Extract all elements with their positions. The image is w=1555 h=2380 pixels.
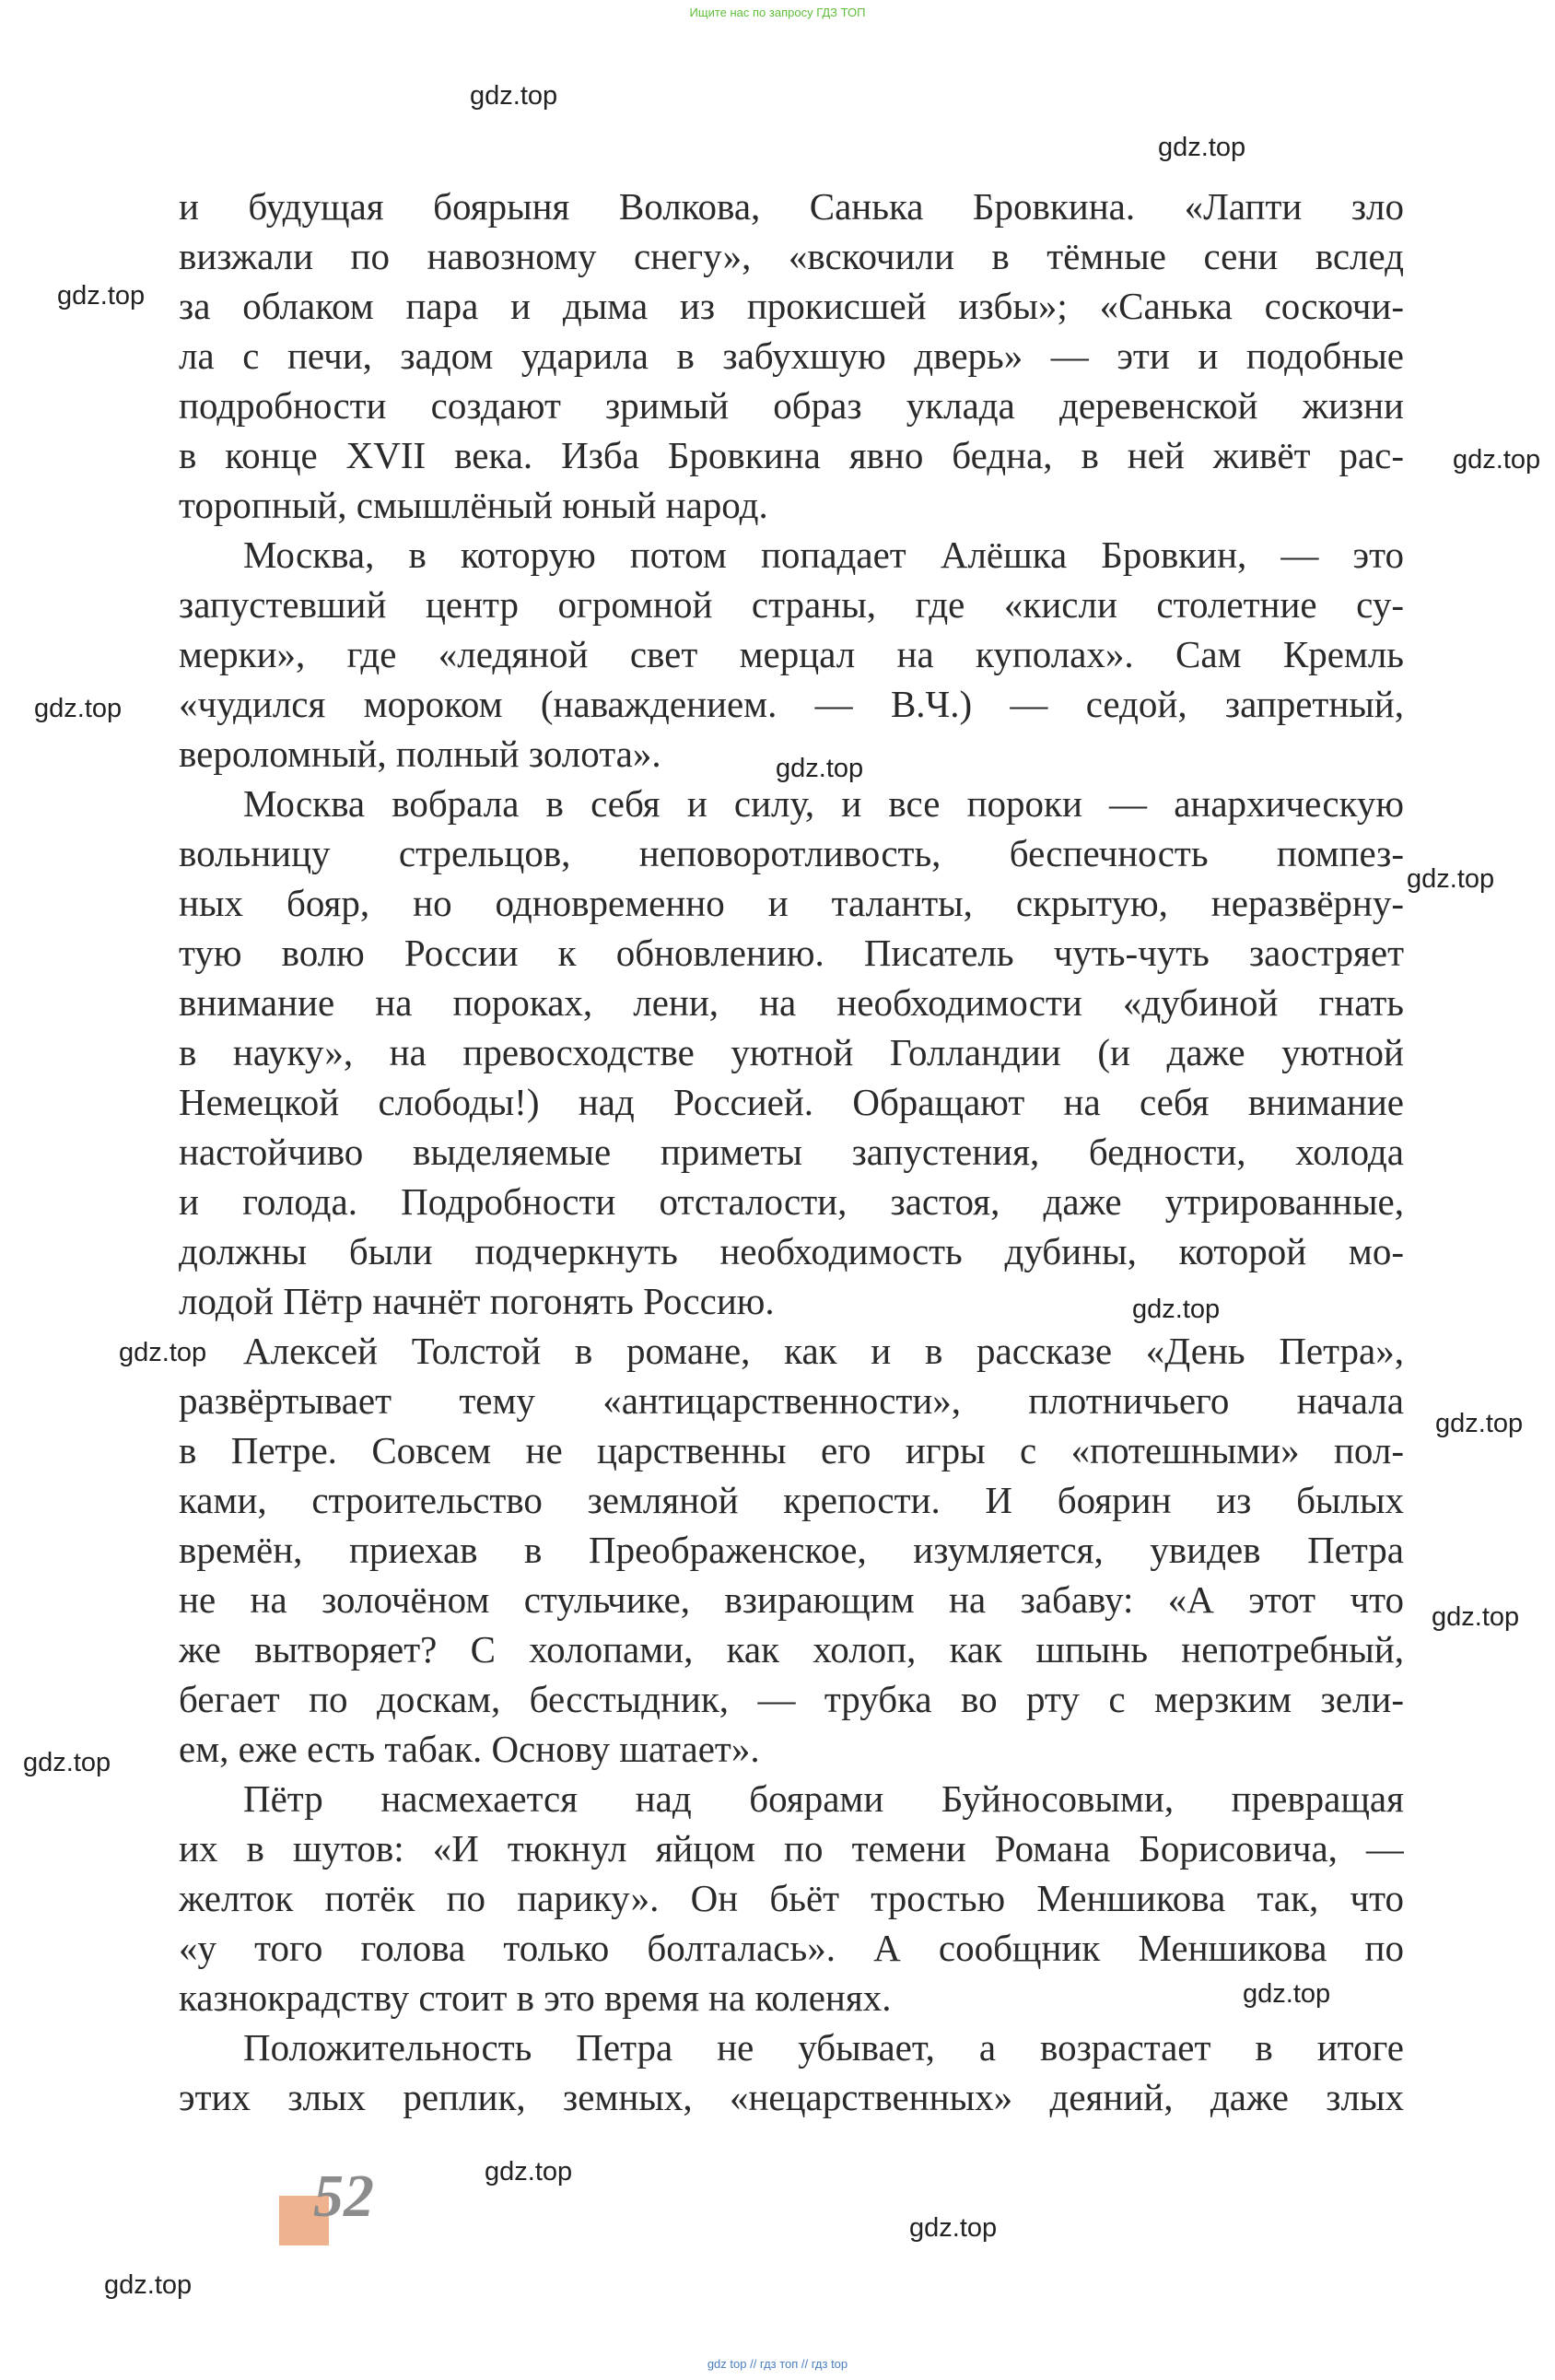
watermark: gdz.top <box>1243 1979 1331 2009</box>
top-banner: Ищите нас по запросу ГДЗ ТОП <box>689 6 866 19</box>
watermark: gdz.top <box>57 281 146 311</box>
text-line: и голода. Подробности отсталости, застоя, даже утрированные, <box>179 1180 1404 1223</box>
text-line: развёртывает тему «антицарственности», плотничьего начала <box>179 1379 1404 1422</box>
text-line: же вытворяет? С холопами, как холоп, как шпынь непотребный, <box>179 1628 1404 1671</box>
text-line: не на золочёном стульчике, взирающим на забаву: «А этот что <box>179 1578 1404 1621</box>
text-line: в науку», на превосходстве уютной Голландии (и даже уютной <box>179 1031 1404 1073</box>
text-line: за облаком пара и дыма из прокисшей избы»; «Санька соскочи- <box>179 285 1404 327</box>
watermark: gdz.top <box>776 754 864 783</box>
text-line: лодой Пётр начнёт погонять Россию. <box>179 1280 775 1322</box>
text-line: и будущая боярыня Волкова, Санька Бровкина. «Лапти зло <box>179 185 1404 228</box>
watermark: gdz.top <box>1158 133 1246 162</box>
text-line: тую волю России к обновлению. Писатель чуть-чуть заостряет <box>179 932 1404 974</box>
text-line: подробности создают зримый образ уклада деревенской жизни <box>179 384 1404 427</box>
text-line: времён, приехав в Преображенское, изумляется, увидев Петра <box>179 1529 1404 1571</box>
bottom-banner: gdz top // гдз топ // гдз top <box>707 2357 848 2371</box>
watermark: gdz.top <box>485 2157 573 2187</box>
watermark: gdz.top <box>1407 864 1495 894</box>
text-line: ками, строительство земляной крепости. И боярин из былых <box>179 1479 1404 1521</box>
text-line: желток потёк по парику». Он бьёт тростью Меншикова так, что <box>179 1877 1404 1919</box>
text-line: Алексей Толстой в романе, как и в рассказе «День Петра», <box>243 1330 1404 1372</box>
text-line: торопный, смышлёный юный народ. <box>179 484 768 526</box>
page-number: 52 <box>313 2163 374 2230</box>
text-line: внимание на пороках, лени, на необходимости «дубиной гнать <box>179 981 1404 1024</box>
page-text <box>179 182 1404 2122</box>
text-line: вероломный, полный золота». <box>179 733 661 775</box>
watermark: gdz.top <box>1432 1602 1520 1632</box>
text-line: этих злых реплик, земных, «нецарственных» деяний, даже злых <box>179 2076 1404 2118</box>
text-line: мерки», где «ледяной свет мерцал на куполах». Сам Кремль <box>179 633 1404 675</box>
watermark: gdz.top <box>104 2270 193 2300</box>
watermark: gdz.top <box>1435 1409 1524 1438</box>
text-line: Москва вобрала в себя и силу, и все пороки — анархическую <box>243 782 1404 825</box>
text-line: запустевший центр огромной страны, где «кисли столетние су- <box>179 583 1404 626</box>
text-line: визжали по навозному снегу», «вскочили в тёмные сени вслед <box>179 235 1404 277</box>
text-line: казнокрадству стоит в это время на коленях. <box>179 1976 892 2019</box>
watermark: gdz.top <box>34 694 123 723</box>
text-line: вольницу стрельцов, неповоротливость, беспечность помпез- <box>179 832 1404 874</box>
text-line: должны были подчеркнуть необходимость дубины, которой мо- <box>179 1230 1404 1272</box>
text-line: Положительность Петра не убывает, а возрастает в итоге <box>243 2026 1404 2069</box>
text-line: настойчиво выделяемые приметы запустения, бедности, холода <box>179 1131 1404 1173</box>
text-line: Немецкой слободы!) над Россией. Обращают на себя внимание <box>179 1081 1404 1123</box>
text-line: бегает по доскам, бесстыдник, — трубка во рту с мерзким зели- <box>179 1678 1404 1720</box>
text-line: в конце XVII века. Изба Бровкина явно бедна, в ней живёт рас- <box>179 434 1404 476</box>
text-line: ем, еже есть табак. Основу шатает». <box>179 1728 760 1770</box>
text-line: «у того голова только болталась». А сообщник Меншикова по <box>179 1927 1404 1969</box>
watermark: gdz.top <box>119 1338 207 1367</box>
text-line: Москва, в которую потом попадает Алёшка Бровкин, — это <box>243 533 1404 576</box>
watermark: gdz.top <box>23 1748 111 1777</box>
watermark: gdz.top <box>1453 445 1541 475</box>
watermark: gdz.top <box>909 2213 998 2243</box>
text-line: Пётр насмехается над боярами Буйносовыми, превращая <box>243 1777 1404 1820</box>
watermark: gdz.top <box>1132 1295 1221 1324</box>
text-line: в Петре. Совсем не царственны его игры с «потешными» пол- <box>179 1429 1404 1471</box>
text-line: «чудился мороком (наваждением. — В.Ч.) — седой, запретный, <box>179 683 1404 725</box>
watermark: gdz.top <box>470 81 558 111</box>
text-line: их в шутов: «И тюкнул яйцом по темени Романа Борисовича, — <box>179 1827 1404 1870</box>
text-line: ла с печи, задом ударила в забухшую дверь» — эти и подобные <box>179 334 1404 377</box>
text-line: ных бояр, но одновременно и таланты, скрытую, неразвёрну- <box>179 882 1404 924</box>
